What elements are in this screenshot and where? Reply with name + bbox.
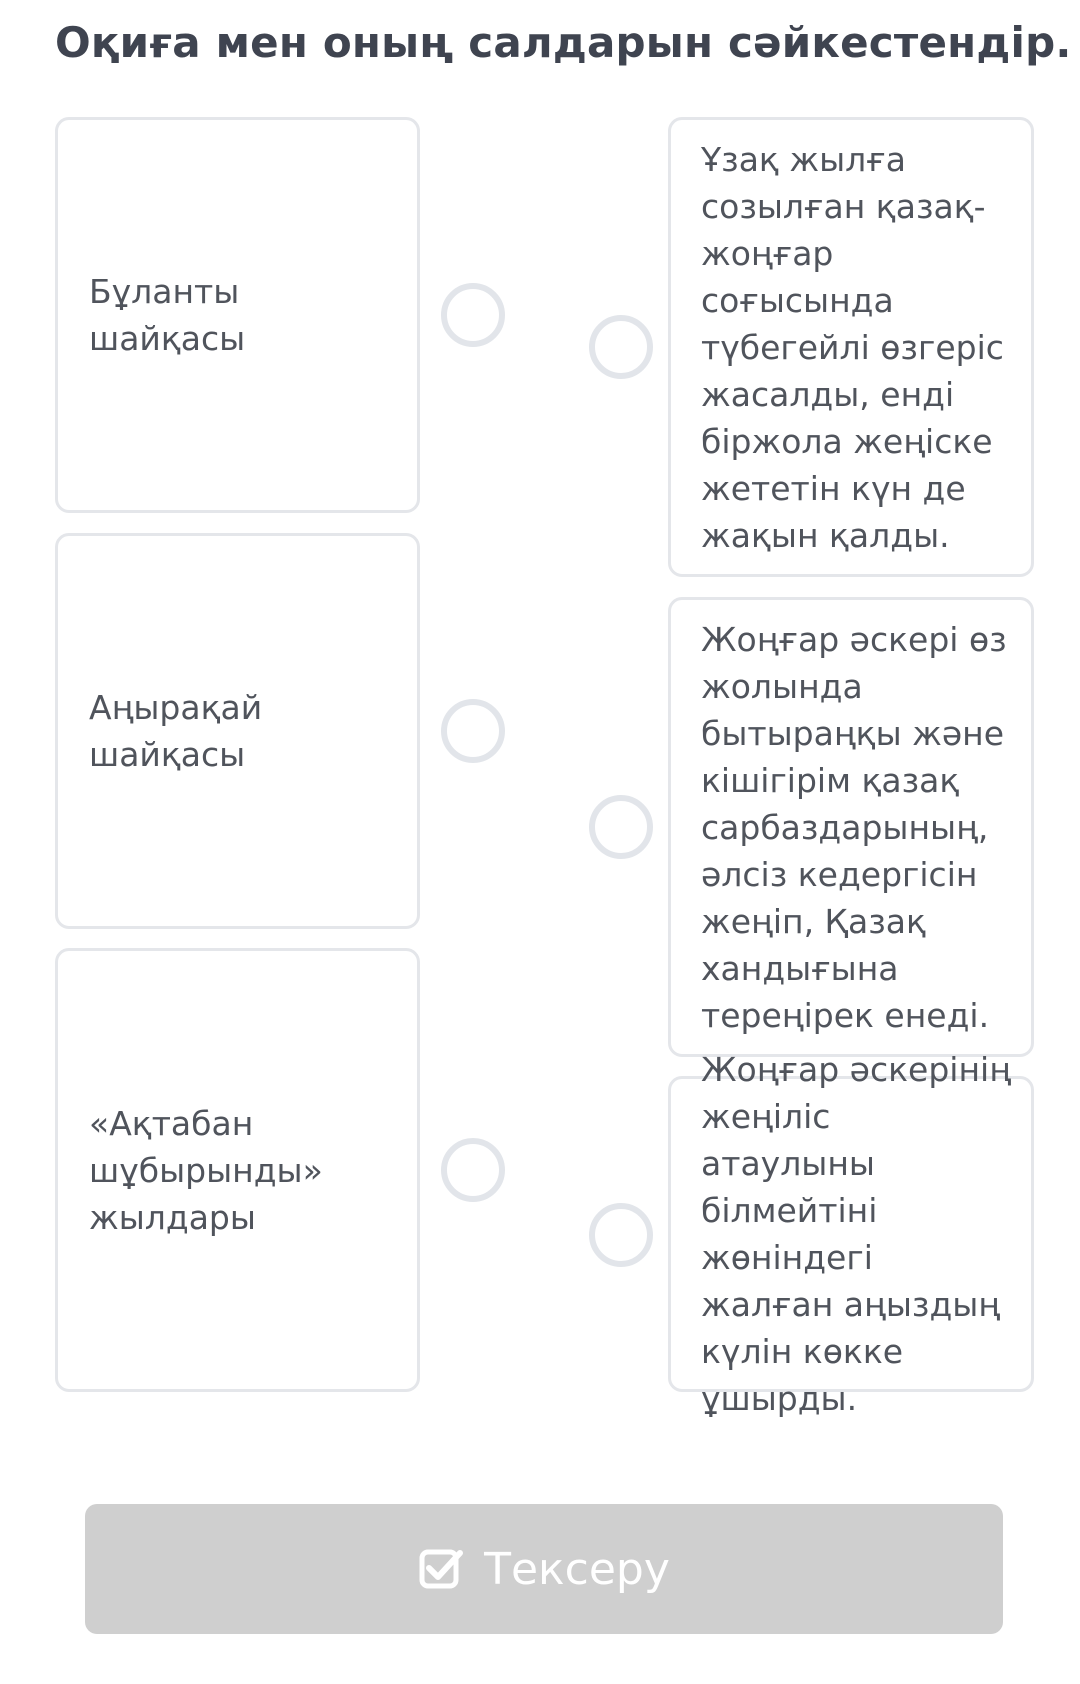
consequence-card-1[interactable] bbox=[668, 117, 1034, 577]
event-label: «Ақтабан шұбырынды» жылдары bbox=[89, 1103, 323, 1237]
event-connector-dot-3[interactable] bbox=[441, 1138, 505, 1202]
consequence-connector-dot-1[interactable] bbox=[589, 315, 653, 379]
event-card-anyrakay[interactable] bbox=[55, 533, 420, 929]
consequence-connector-dot-2[interactable] bbox=[589, 795, 653, 859]
check-button-label: Тексеру bbox=[484, 1543, 670, 1595]
event-label: Бұланты шайқасы bbox=[89, 272, 246, 358]
event-connector-dot-1[interactable] bbox=[441, 283, 505, 347]
exercise-title: Оқиға мен оның салдарын сәйкестендір. bbox=[55, 18, 1072, 67]
event-label: Аңырақай шайқасы bbox=[89, 688, 263, 774]
consequence-label: Ұзақ жылға созылған қазақ-жоңғар соғысында түбегейлі өзгеріс жасалды, енді біржола жеңіске жететін күн де жақын қалды. bbox=[701, 139, 1004, 555]
consequence-card-2[interactable] bbox=[668, 597, 1034, 1057]
event-card-aktaban[interactable] bbox=[55, 948, 420, 1392]
consequence-card-3[interactable] bbox=[668, 1050, 1034, 1418]
consequence-label: Жоңғар әскері өз жолында бытыраңқы және кішігірім қазақ сарбаздарының, әлсіз кедергісін жеңіп, Қазақ хандығына тереңірек енеді. bbox=[701, 619, 1007, 1035]
checkbox-check-icon bbox=[418, 1546, 464, 1592]
check-button[interactable] bbox=[85, 1504, 1003, 1634]
consequence-connector-dot-3[interactable] bbox=[589, 1203, 653, 1267]
event-card-bulanty[interactable] bbox=[55, 117, 420, 513]
event-connector-dot-2[interactable] bbox=[441, 699, 505, 763]
consequence-label: Жоңғар әскерінің жеңіліс атаулыны білмейтіні жөніндегі жалған аңыздың күлін көкке ұшырды. bbox=[701, 1050, 1012, 1418]
